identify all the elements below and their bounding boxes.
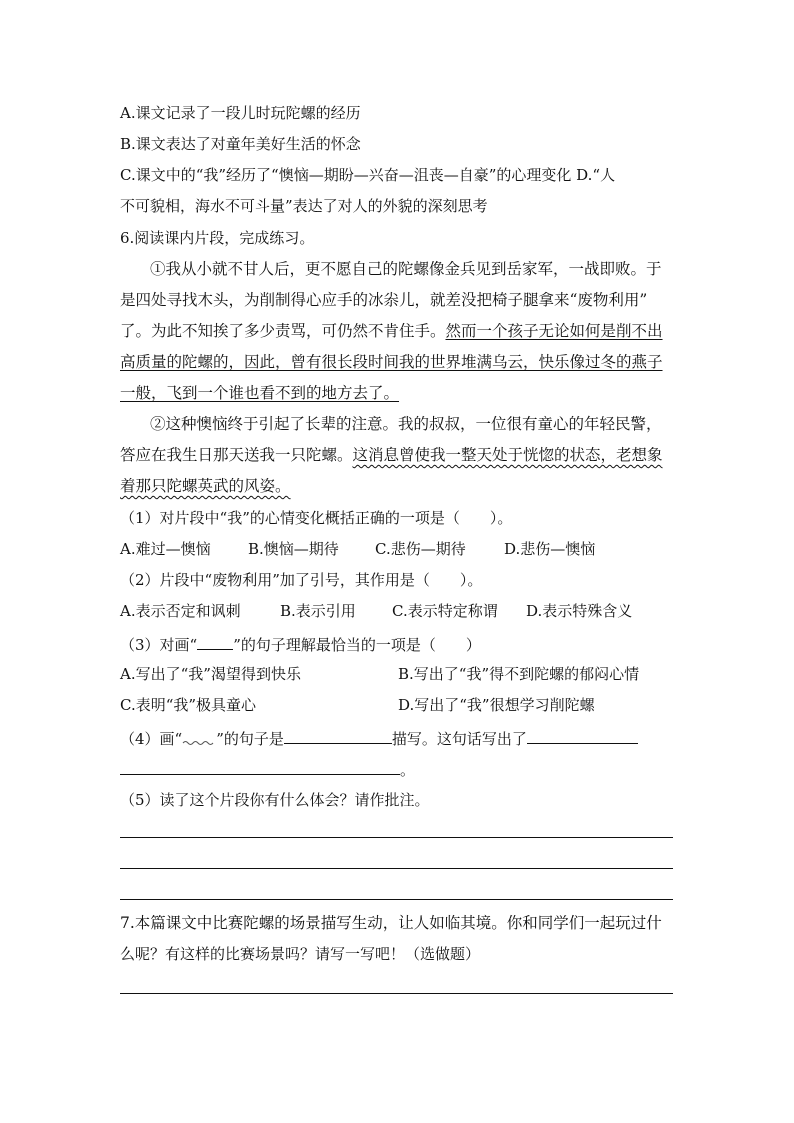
sq1-option-a: A.难过—懊恼 [120,540,211,558]
sq1-option-c: C.悲伤—期待 [375,540,466,558]
passage-p1-line1: ①我从小就不甘人后，更不愿自己的陀螺像金兵见到岳家军，一战即败。于 [150,260,662,278]
sq3-stem-pre: （3）对画“ [120,636,198,654]
sq2-option-a: A.表示否定和讽刺 [120,602,241,620]
sq4-end: 。 [400,761,416,779]
sq1-option-b: B.懊恼—期待 [248,540,339,558]
answer-line-3[interactable] [120,899,673,900]
option-c-line1: C.课文中的“我”经历了“懊恼—期盼—兴奋—沮丧—自豪”的心理变化 D.“人 [120,166,616,184]
option-a: A.课文记录了一段儿时玩陀螺的经历 [120,104,361,122]
underlined-sentence: 高质量的陀螺的，因此，曾有很长段时间我的世界堆满乌云，快乐像过冬的燕子 [120,353,663,371]
sq4-pre: （4）画“ [120,730,183,748]
sq3-option-d: D.写出了“我”很想学习削陀螺 [398,696,595,714]
subquestion-2-stem: （2）片段中“废物利用”加了引号，其作用是（ ）。 [120,571,483,589]
sq1-option-d: D.悲伤—懊恼 [504,540,596,558]
wavy-underlined-sentence: 这消息曾使我一整天处于恍惚的状态，老想象 [352,446,663,464]
sq3-option-b: B.写出了“我”得不到陀螺的郁闷心情 [398,665,640,683]
option-b: B.课文表达了对童年美好生活的怀念 [120,135,361,153]
subquestion-3-stem [120,633,481,655]
sq2-option-c: C.表示特定称谓 [392,602,498,620]
sq3-option-c: C.表明“我”极具童心 [120,696,257,714]
sq3-option-a: A.写出了“我”渴望得到快乐 [120,665,301,683]
wavy-line-sample [182,734,216,746]
passage-p1-line4 [120,352,663,372]
passage-p1-line2: 是四处寻找木头，为削制得心应手的冰尜儿，就差没把椅子腿拿来“废物利用” [120,291,648,309]
subquestion-1-stem: （1）对片段中“我”的心情变化概括正确的一项是（ ）。 [120,509,513,527]
answer-blank-meaning-cont[interactable] [120,758,400,775]
sq4-mid1: ”的句子是 [216,730,284,748]
subquestion-4-line1 [120,727,638,749]
answer-line-2[interactable] [120,868,673,869]
option-c-line2: 不可貌相，海水不可斗量”表达了对人的外貌的深刻思考 [120,197,488,215]
sq2-option-d: D.表示特殊含义 [526,602,633,620]
question-6-title: 6.阅读课内片段，完成练习。 [120,229,315,247]
answer-blank-meaning[interactable] [527,727,638,744]
passage-p1-line5 [120,383,399,403]
passage-text: 了。为此不知挨了多少责骂，可仍然不肯住手。 [120,322,446,340]
answer-line-1[interactable] [120,837,673,838]
underlined-sentence: 一般，飞到一个谁也看不到的地方去了。 [120,384,400,402]
answer-line-q7[interactable] [120,993,673,994]
sq2-option-b: B.表示引用 [280,602,356,620]
passage-p2-line3 [120,476,291,496]
question-7-line1: 7.本篇课文中比赛陀螺的场景描写生动，让人如临其境。你和同学们一起玩过什 [120,914,662,932]
underline-sample [197,633,233,650]
passage-text: 答应在我生日那天送我一只陀螺。 [120,446,353,464]
passage-p2-line1: ②这种懊恼终于引起了长辈的注意。我的叔叔，一位很有童心的年轻民警， [150,415,662,433]
subquestion-4-line2 [120,758,415,780]
wavy-underlined-sentence: 着那只陀螺英武的风姿。 [120,477,291,495]
underlined-sentence: 然而一个孩子无论如何是削不出 [445,322,663,340]
answer-blank-description-type[interactable] [284,727,392,744]
sq4-mid2: 描写。这句话写出了 [391,730,527,748]
subquestion-5-stem: （5）读了这个片段你有什么体会？请作批注。 [120,791,430,809]
passage-p1-line3 [120,321,663,341]
question-7-line2: 么呢？有这样的比赛场景吗？请写一写吧！（选做题） [120,945,481,963]
passage-p2-line2 [120,445,663,465]
sq3-stem-post: ”的句子理解最恰当的一项是（ ） [233,636,481,654]
